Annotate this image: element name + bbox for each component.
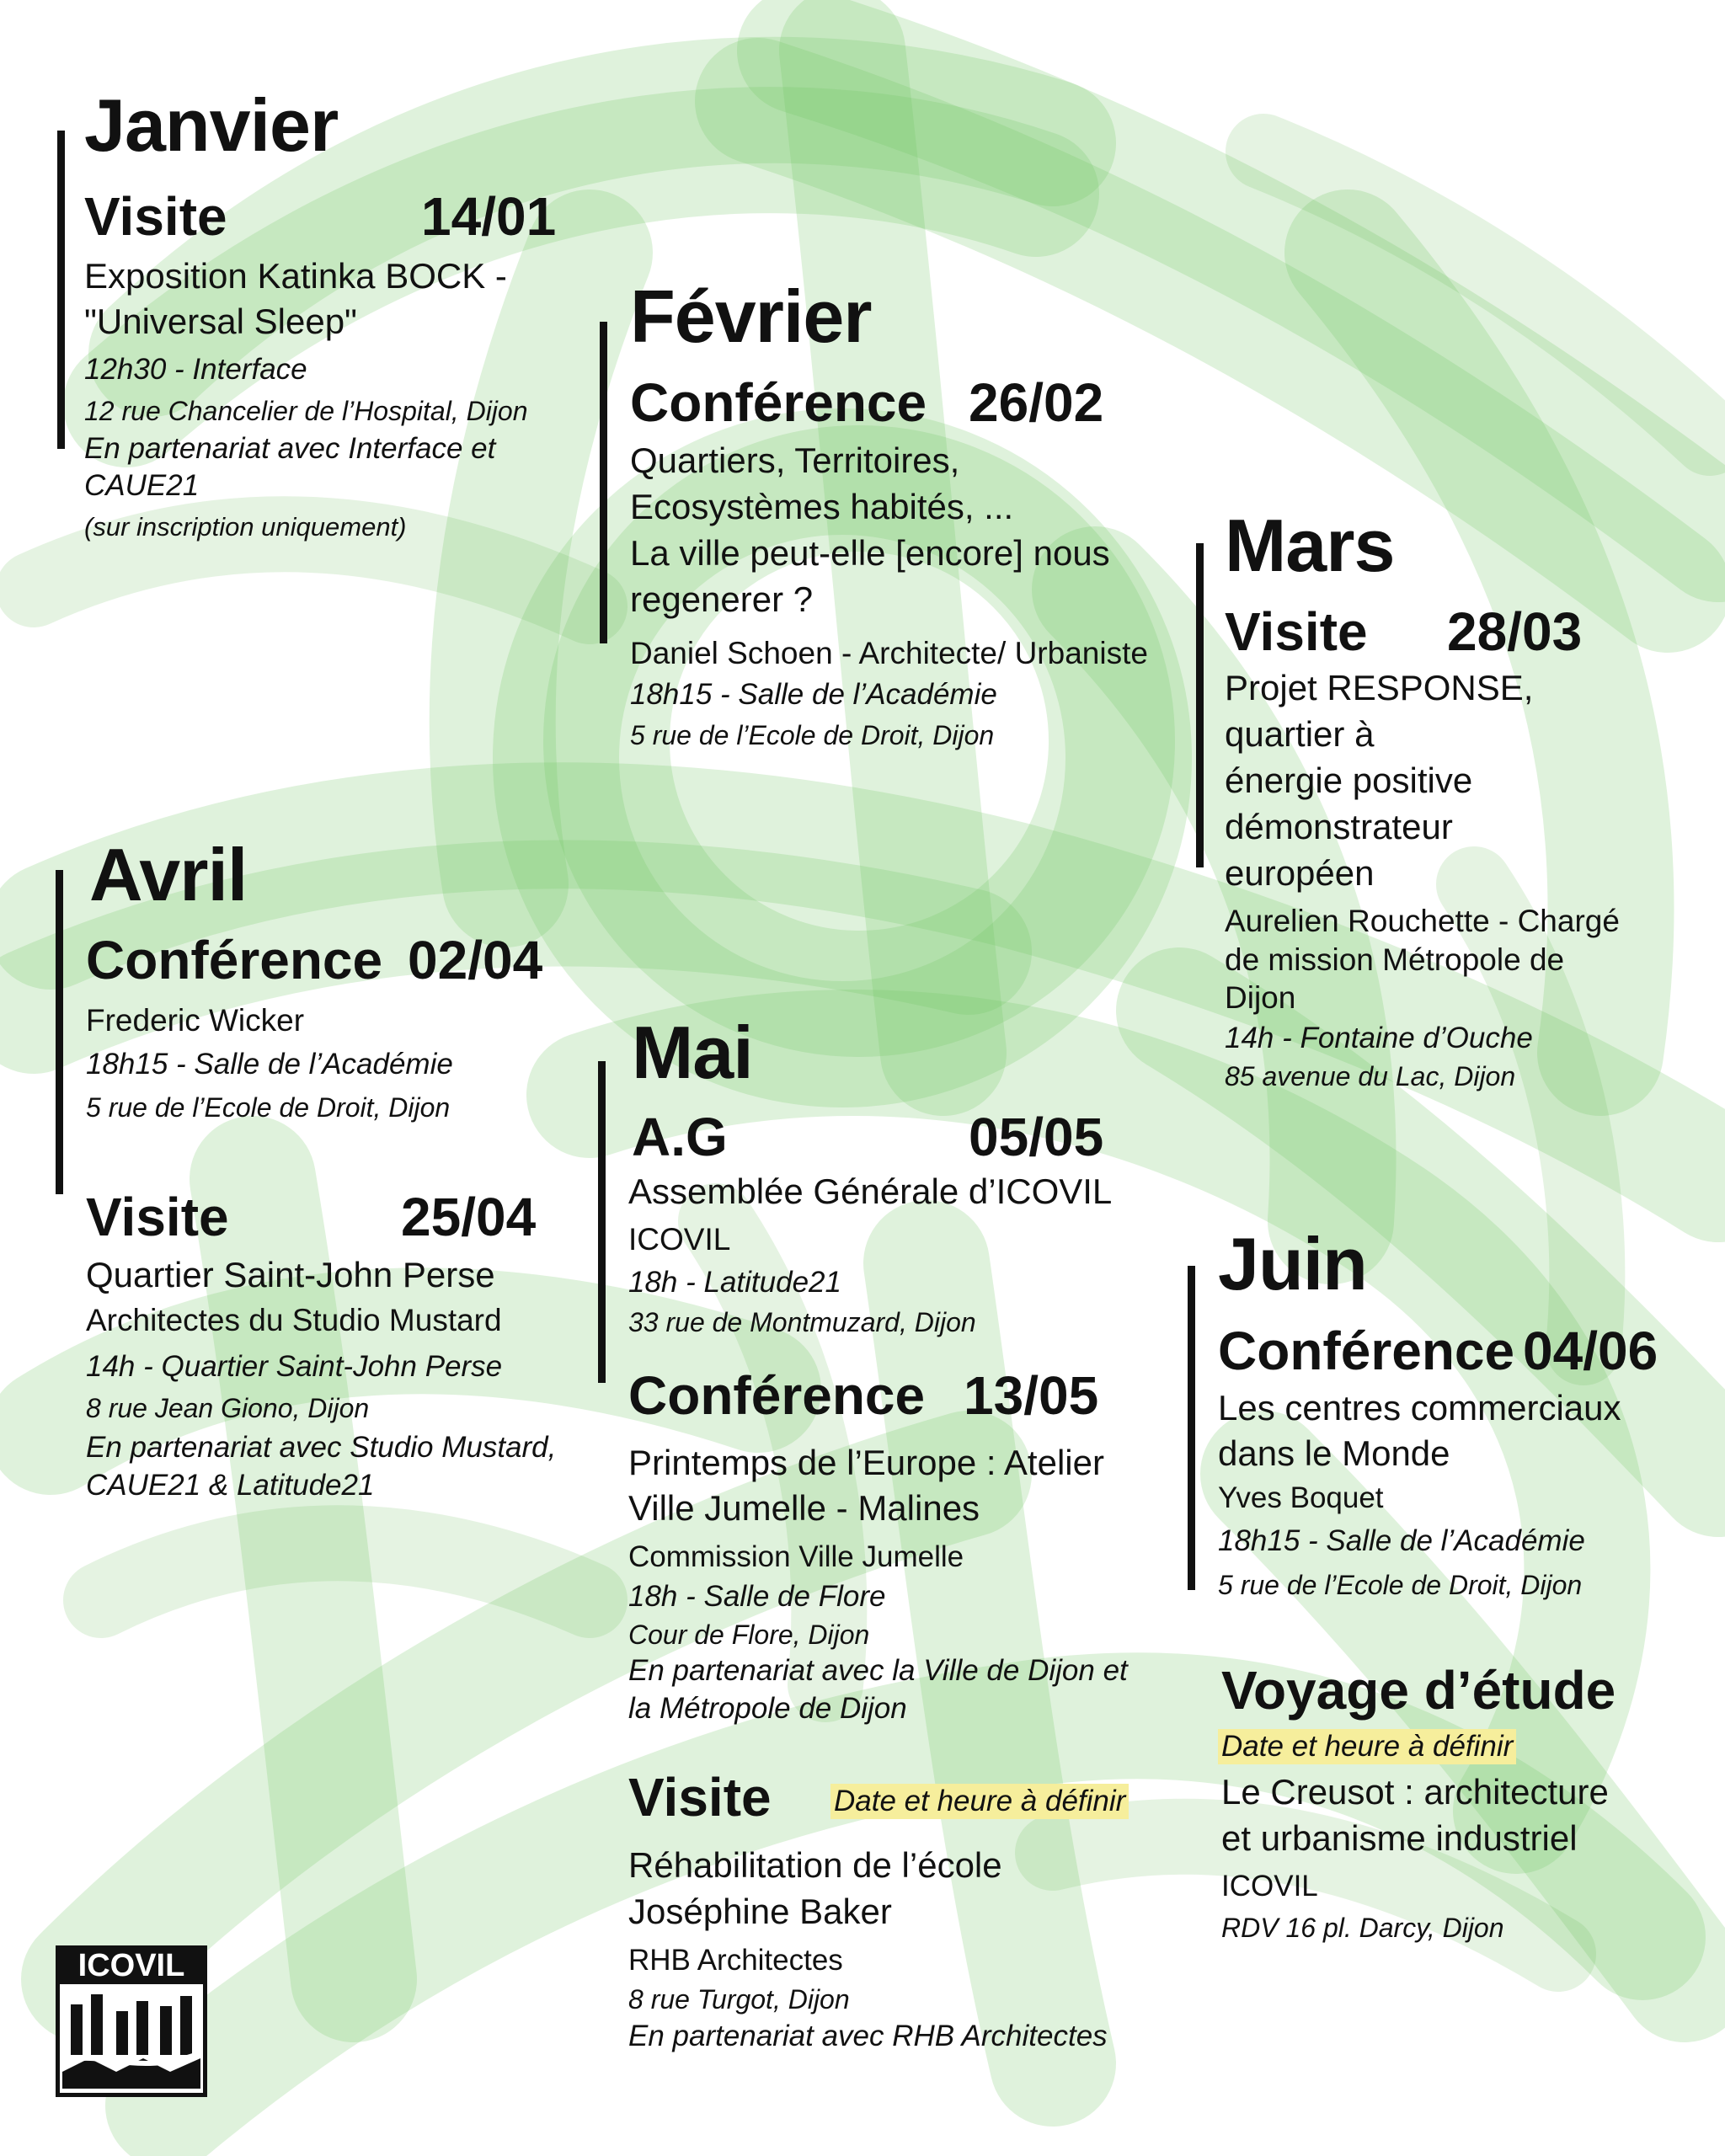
event-speaker: Frederic Wicker — [86, 1003, 305, 1038]
section-avril — [56, 833, 611, 1527]
month-title: Mars — [1225, 504, 1395, 587]
section-fevrier — [600, 271, 1172, 760]
month-title: Février — [630, 275, 872, 358]
event-partner: CAUE21 — [84, 469, 200, 502]
date-to-be-defined-highlight: Date et heure à définir — [1218, 1729, 1516, 1764]
event-address: 85 avenue du Lac, Dijon — [1225, 1061, 1516, 1091]
event-date: 05/05 — [969, 1107, 1104, 1167]
month-title: Juin — [1218, 1222, 1367, 1305]
event-partner: CAUE21 & Latitude21 — [86, 1469, 375, 1502]
event-title-line: Projet RESPONSE, — [1225, 668, 1534, 707]
section-bar — [598, 1061, 606, 1383]
event-type: Conférence — [86, 930, 383, 990]
event-address: 5 rue de l’Ecole de Droit, Dijon — [86, 1092, 451, 1123]
event-title-line: La ville peut-elle [encore] nous — [630, 533, 1110, 573]
event-time-place: 18h15 - Salle de l’Académie — [1218, 1524, 1585, 1557]
event-address: 33 rue de Montmuzard, Dijon — [628, 1307, 976, 1337]
section-juin — [1188, 1222, 1718, 1983]
event-title-line: Printemps de l’Europe : Atelier — [628, 1443, 1104, 1482]
event-time-place: 18h - Latitude21 — [628, 1266, 841, 1299]
event-title-line: et urbanisme industriel — [1221, 1818, 1578, 1858]
event-title-line: Réhabilitation de l’école — [628, 1845, 1002, 1885]
event-date: 28/03 — [1447, 601, 1583, 662]
event-type: Conférence — [628, 1365, 926, 1426]
event-note: (sur inscription uniquement) — [84, 512, 407, 542]
month-title: Janvier — [84, 83, 339, 167]
event-title-line: regenerer ? — [630, 579, 814, 619]
event-type: Visite — [86, 1187, 229, 1247]
event-address: 12 rue Chancelier de l’Hospital, Dijon — [84, 396, 528, 426]
month-title: Avril — [89, 833, 248, 916]
event-time-place: 12h30 - Interface — [84, 353, 307, 386]
event-title-line: dans le Monde — [1218, 1433, 1450, 1473]
event-time-place: 18h15 - Salle de l’Académie — [86, 1048, 453, 1081]
date-to-be-defined-highlight: Date et heure à définir — [830, 1784, 1129, 1819]
event-time-place: 18h - Salle de Flore — [628, 1580, 886, 1613]
event-speaker: Dijon — [1225, 980, 1296, 1015]
event-title-line: Assemblée Générale d’ICOVIL — [628, 1171, 1113, 1211]
event-partner: En partenariat avec RHB Architectes — [628, 2020, 1108, 2052]
event-type: Conférence — [1218, 1321, 1515, 1381]
event-time-place: 18h15 - Salle de l’Académie — [630, 678, 997, 711]
event-type: Visite — [84, 186, 227, 247]
event-address: 5 rue de l’Ecole de Droit, Dijon — [1218, 1570, 1583, 1600]
event-title-line: Exposition Katinka BOCK - — [84, 256, 507, 296]
event-time-place: 14h - Quartier Saint-John Perse — [86, 1350, 503, 1383]
event-type: Visite — [628, 1767, 772, 1828]
event-title-line: Ecosystèmes habités, ... — [630, 487, 1014, 526]
event-speaker: Yves Boquet — [1218, 1481, 1384, 1514]
event-date: 14/01 — [421, 186, 557, 247]
section-bar — [1188, 1266, 1195, 1590]
event-title-line: énergie positive — [1225, 760, 1473, 800]
event-speaker: de mission Métropole de — [1225, 942, 1565, 977]
event-speaker: Architectes du Studio Mustard — [86, 1303, 502, 1337]
event-speaker: ICOVIL — [1221, 1870, 1318, 1903]
event-date: 25/04 — [401, 1187, 537, 1247]
event-type: Visite — [1225, 601, 1368, 662]
event-type: Conférence — [630, 372, 927, 433]
event-type: Voyage d’étude — [1221, 1660, 1616, 1721]
event-address: 8 rue Turgot, Dijon — [628, 1984, 850, 2015]
event-title-line: Joséphine Baker — [628, 1892, 892, 1931]
event-speaker: RHB Architectes — [628, 1944, 843, 1977]
event-title-line: quartier à — [1225, 714, 1375, 754]
event-speaker: ICOVIL — [628, 1222, 731, 1257]
event-date: 13/05 — [964, 1365, 1099, 1426]
event-date: 26/02 — [969, 372, 1104, 433]
section-bar — [57, 131, 65, 449]
event-speaker: Aurelien Rouchette - Chargé — [1225, 904, 1620, 938]
event-date: 04/06 — [1523, 1321, 1658, 1381]
event-partner: En partenariat avec Interface et — [84, 432, 496, 465]
event-partner: la Métropole de Dijon — [628, 1692, 907, 1725]
logo-text: ICOVIL — [77, 1948, 185, 1983]
event-speaker: Daniel Schoen - Architecte/ Urbaniste — [630, 636, 1148, 670]
section-janvier — [57, 80, 596, 585]
event-title-line: Ville Jumelle - Malines — [628, 1488, 980, 1528]
event-partner: En partenariat avec Studio Mustard, — [86, 1431, 557, 1464]
section-bar — [1196, 543, 1204, 867]
event-partner: En partenariat avec la Ville de Dijon et — [628, 1654, 1128, 1687]
icovil-logo — [56, 1945, 207, 2097]
section-mai — [598, 1011, 1171, 2072]
event-type: A.G — [632, 1107, 728, 1167]
event-title-line: démonstrateur — [1225, 807, 1453, 846]
event-title-line: "Universal Sleep" — [84, 302, 357, 341]
event-address: 8 rue Jean Giono, Dijon — [86, 1393, 370, 1423]
event-title-line: européen — [1225, 853, 1375, 893]
event-date: 02/04 — [408, 930, 543, 990]
event-title-line: Quartier Saint-John Perse — [86, 1255, 495, 1294]
month-title: Mai — [632, 1011, 753, 1094]
event-title-line: Quartiers, Territoires, — [630, 440, 960, 480]
event-address: Cour de Flore, Dijon — [628, 1620, 870, 1650]
section-bar — [56, 870, 63, 1194]
event-title-line: Le Creusot : architecture — [1221, 1772, 1609, 1812]
event-address: 5 rue de l’Ecole de Droit, Dijon — [630, 720, 995, 750]
event-time-place: 14h - Fontaine d’Ouche — [1225, 1022, 1533, 1054]
event-address: RDV 16 pl. Darcy, Dijon — [1221, 1913, 1504, 1943]
section-bar — [600, 322, 607, 643]
event-title-line: Les centres commerciaux — [1218, 1388, 1621, 1428]
event-speaker: Commission Ville Jumelle — [628, 1540, 964, 1573]
section-mars — [1196, 505, 1718, 1112]
